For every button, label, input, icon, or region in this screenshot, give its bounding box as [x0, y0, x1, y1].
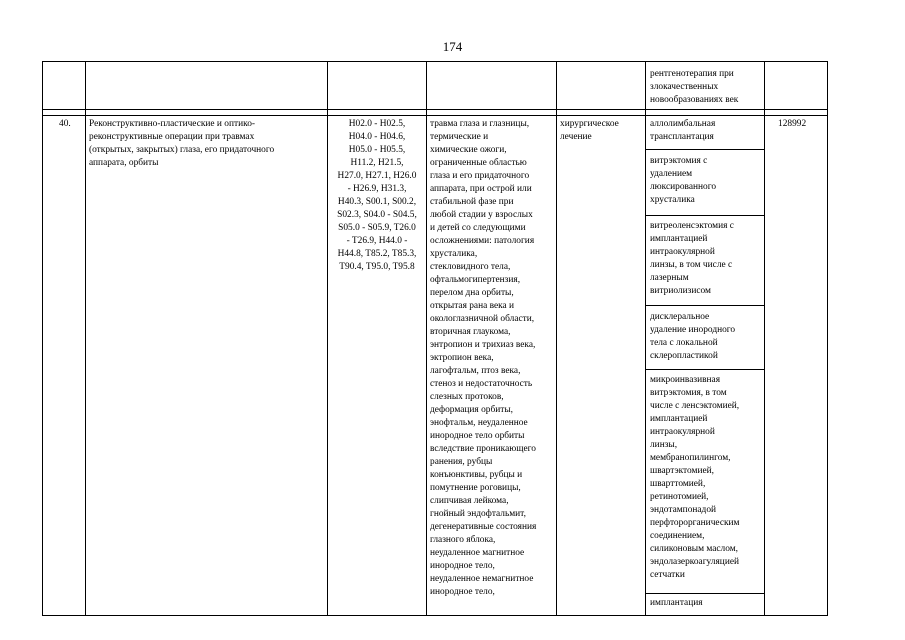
page-number: 174: [442, 39, 463, 54]
col-divider: [556, 62, 557, 615]
row-divider: [43, 109, 827, 110]
row-divider: [43, 115, 827, 116]
col-divider: [426, 62, 427, 615]
row-index: 40.: [59, 119, 71, 129]
method-divider: [645, 215, 764, 216]
row-patient-model: травма глаза и глазницы, термические и химические ожоги, ограниченные областью глаза и его придаточного аппарата, при острой или стабильной фазе при любой стадии у взрослых и детей со следующими осложнениями: патология хрусталика, стекловидного тела, офтальмогипертензия, перелом дна орбиты, открытая рана века и окологлазничной области, вторичная глаукома, энтропион и трихиаз века, эктропион века, лагофтальм, птоз века, стеноз и недостаточность слезных протоков, деформация орбиты, энофтальм, неудаленное инородное тело орбиты вследствие проникающего ранения, рубцы конъюнктивы, рубцы и помутнение роговицы, слипчивая лейкома, гнойный эндофтальмит, дегенеративные состояния глазного яблока, неудаленное магнитное инородное тело, неудаленное немагнитное инородное тело,: [430, 119, 537, 597]
row-icd-codes: H02.0 - H02.5, H04.0 - H04.6, H05.0 - H05.5, H11.2, H21.5, H27.0, H27.1, H26.0 - H26.9, H31.3, H40.3, S00.1, S00.2, S02.3, S04.0 - S04.5, S05.0 - S05.9, T26.0 - T26.9, H44.0 - H44.8, T85.2, T85.3, T90.4, T95.0, T95.8: [337, 119, 417, 272]
method-divider: [645, 593, 764, 594]
row-cost: 128992: [778, 119, 807, 129]
col-divider: [764, 62, 765, 615]
method-cell: витреоленсэктомия с имплантацией интраокулярной линзы, в том числе с лазерным витриолизисом: [650, 221, 734, 296]
method-divider: [645, 149, 764, 150]
method-cell: микроинвазивная витрэктомия, в том числе с ленсэктомией, имплантацией интраокулярной линзы, мембранопилингом, швартэктомией, шварттомией, ретинотомией, эндотампонадой перфторорганическим соединением, силиконовым маслом, эндолазеркоагуляцией сетчатки: [650, 375, 740, 580]
col-divider: [327, 62, 328, 615]
method-divider: [645, 369, 764, 370]
prev-method-cell: рентгенотерапия при злокачественных новообразованиях век: [650, 69, 739, 105]
method-divider: [645, 305, 764, 306]
col-divider: [645, 62, 646, 615]
row-intervention-name: Реконструктивно-пластические и оптико- реконструктивные операции при травмах (открытых, закрытых) глаза, его придаточного аппарата, орбиты: [89, 119, 275, 168]
method-cell: имплантация: [650, 598, 703, 608]
medical-care-table: [42, 61, 828, 616]
method-cell: дисклеральное удаление инородного тела с локальной склеропластикой: [650, 312, 736, 361]
method-cell: витрэктомия с удалением люксированного хрусталика: [650, 156, 717, 205]
row-treatment-type: хирургическое лечение: [560, 119, 619, 142]
col-divider: [85, 62, 86, 615]
method-cell: аллолимбальная трансплантация: [650, 119, 716, 142]
